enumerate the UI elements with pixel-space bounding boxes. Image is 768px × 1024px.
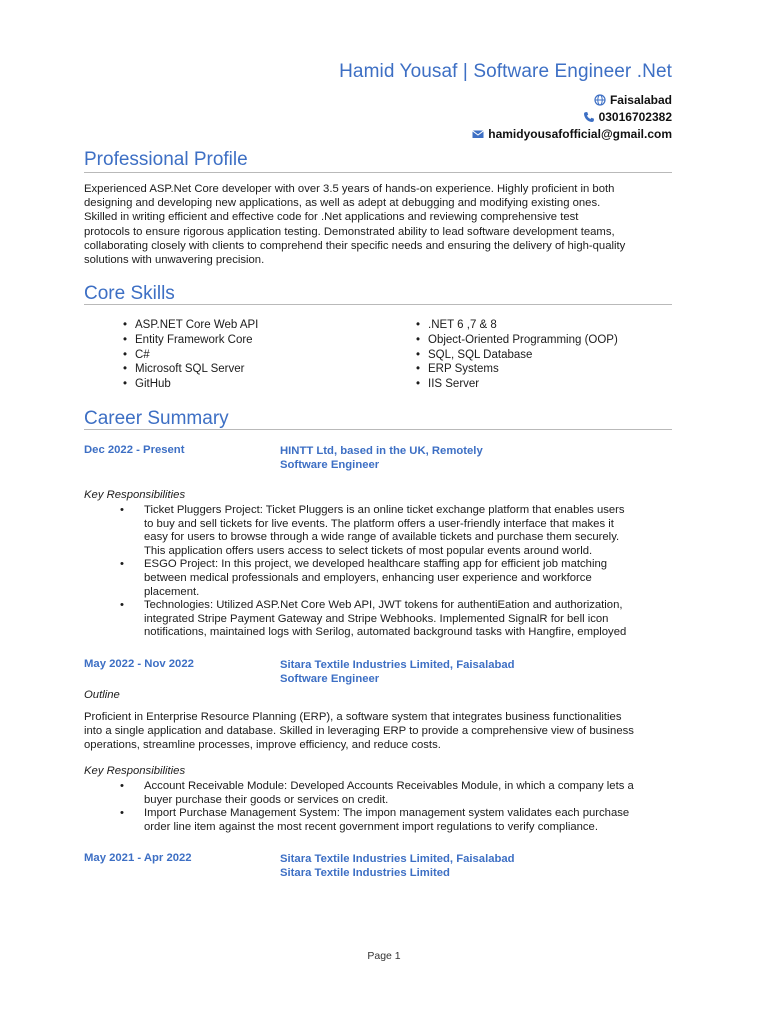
outline-text [84,710,672,753]
phone-text: 03016702382 [598,110,672,124]
skill-item: • .NET 6 ,7 & 8 [416,318,618,333]
profile-heading: Professional Profile [84,149,248,170]
responsibilities-list [120,504,672,640]
profile-line: Experienced ASP.Net Core developer with over 3.5 years of hands-on experience. Highly proficient in both [84,183,615,195]
phone-icon [583,111,595,123]
job-role: Software Engineer [280,459,380,472]
resp-line: between medical professionals and employers, enhancing user experience and workforce [144,571,592,584]
contact-phone [583,110,672,124]
resp-line: Import Purchase Management System: The impon management system validates each purchase [144,807,630,820]
responsibilities-label: Key Responsibilities [84,765,186,777]
profile-line: collaborating closely with clients to comprehend their specific needs and ensuring the delivery of high-quality [84,239,626,252]
skill-item: • ASP.NET Core Web API [123,318,258,333]
outline-label: Outline [84,689,120,701]
skill-item: • GitHub [123,377,258,392]
job-company-block [280,658,515,686]
city-text: Faisalabad [609,93,672,107]
skill-item: • Entity Framework Core [123,333,258,348]
skill-item: • SQL, SQL Database [416,348,618,363]
email-text: hamidyousafofficial@gmail.com [488,127,672,141]
skill-item: • Microsoft SQL Server [123,362,258,377]
skills-left-list [123,318,258,392]
job-role: Sitara Textile Industries Limited [280,867,450,880]
resp-line: ESGO Project: In this project, we developed healthcare staffing app for efficient job matching [144,558,608,571]
skills-right-list [416,318,618,392]
page-number: Page 1 [367,950,401,962]
resp-line: buyer purchase their goods or services on credit. [144,793,389,806]
career-heading: Career Summary [84,408,229,429]
profile-line: Skilled in writing efficient and effective code for .Net applications and reviewing comprehensive test [84,211,579,224]
profile-text [84,182,672,267]
job-company-block [280,852,515,880]
responsibilities-list [120,780,672,834]
globe-icon [594,94,606,106]
resp-line: Technologies: Utilized ASP.Net Core Web API, JWT tokens for authentiEation and authorization, [144,599,623,612]
profile-line: designing and developing new applications, as well as adept at debugging and modifying existing ones. [84,197,601,210]
job-company-block [280,444,483,472]
resp-line: Ticket Pluggers Project: Ticket Pluggers is an online ticket exchange platform that enables users [144,504,625,516]
job-date: Dec 2022 - Present [84,444,185,456]
job-company: HINTT Ltd, based in the UK, Remotely [280,445,483,457]
resp-line: integrated Stripe Payment Gateway and Stripe Webhooks. Implemented SignalR for bell icon [144,612,609,625]
career-divider [84,429,672,430]
resp-line: notifications, maintained logs with Serilog, automated background tasks with Hangfire, employed [144,626,627,639]
resp-line: order line item against the most recent government import regulations to verify compliance. [144,820,598,833]
job-role: Software Engineer [280,673,380,686]
envelope-icon [472,128,484,140]
responsibility-item: • Import Purchase Management System: The impon management system validates each purchase order line item against the most recent government import regulations to verify compliance. [144,807,672,834]
responsibility-item: • ESGO Project: In this project, we developed healthcare staffing app for efficient job matching between medical professionals and employers, enhancing user experience and workforce placement. [144,558,672,599]
profile-divider [84,172,672,173]
resp-line: to buy and sell tickets for live events. The platform offers a user-friendly interface that makes it [144,517,614,530]
skills-heading: Core Skills [84,283,175,304]
job-company: Sitara Textile Industries Limited, Faisalabad [280,659,515,671]
profile-line: solutions with unwavering precision. [84,254,265,267]
responsibility-item: • Ticket Pluggers Project: Ticket Pluggers is an online ticket exchange platform that enables users to buy and sell tickets for live events. The platform offers a user-friendly interface that makes it easy for users to browse through a wide range of available tickets and purchase them securely. This application offers users access to select tickets of most popular events around world. [144,504,672,558]
skill-item: • ERP Systems [416,362,618,377]
contact-email [472,127,672,141]
resp-line: easy for users to browse through a wide range of available tickets and purchase them securely. [144,531,620,544]
skill-item: • C# [123,348,258,363]
contact-city [594,93,672,107]
job-date: May 2021 - Apr 2022 [84,852,192,864]
job-date: May 2022 - Nov 2022 [84,658,194,670]
resp-line: This application offers users access to select tickets of most popular events around world. [144,544,593,557]
responsibility-item: • Account Receivable Module: Developed Accounts Receivables Module, in which a company lets a buyer purchase their goods or services on credit. [144,780,672,807]
responsibility-item: • Technologies: Utilized ASP.Net Core Web API, JWT tokens for authentiEation and authorization, integrated Stripe Payment Gateway and Stripe Webhooks. Implemented SignalR for bell icon notifications, maintained logs with Serilog, automated background tasks with Hangfire, employed [144,599,672,640]
name-title: Hamid Yousaf | Software Engineer .Net [339,61,672,82]
responsibilities-label: Key Responsibilities [84,489,186,501]
skill-item: • IIS Server [416,377,618,392]
resp-line: Account Receivable Module: Developed Accounts Receivables Module, in which a company lets a [144,780,634,792]
outline-line: into a single application and database. Skilled in leveraging ERP to provide a comprehensive view of business [84,725,634,738]
outline-line: operations, streamline processes, improve efficiency, and reduce costs. [84,739,441,752]
outline-line: Proficient in Enterprise Resource Planning (ERP), a software system that integrates business functionalities [84,711,622,723]
job-company: Sitara Textile Industries Limited, Faisalabad [280,853,515,865]
profile-line: protocols to ensure rigorous application testing. Demonstrated ability to lead software development teams, [84,225,615,238]
skills-divider [84,304,672,305]
resp-line: placement. [144,585,200,598]
skill-item: • Object-Oriented Programming (OOP) [416,333,618,348]
